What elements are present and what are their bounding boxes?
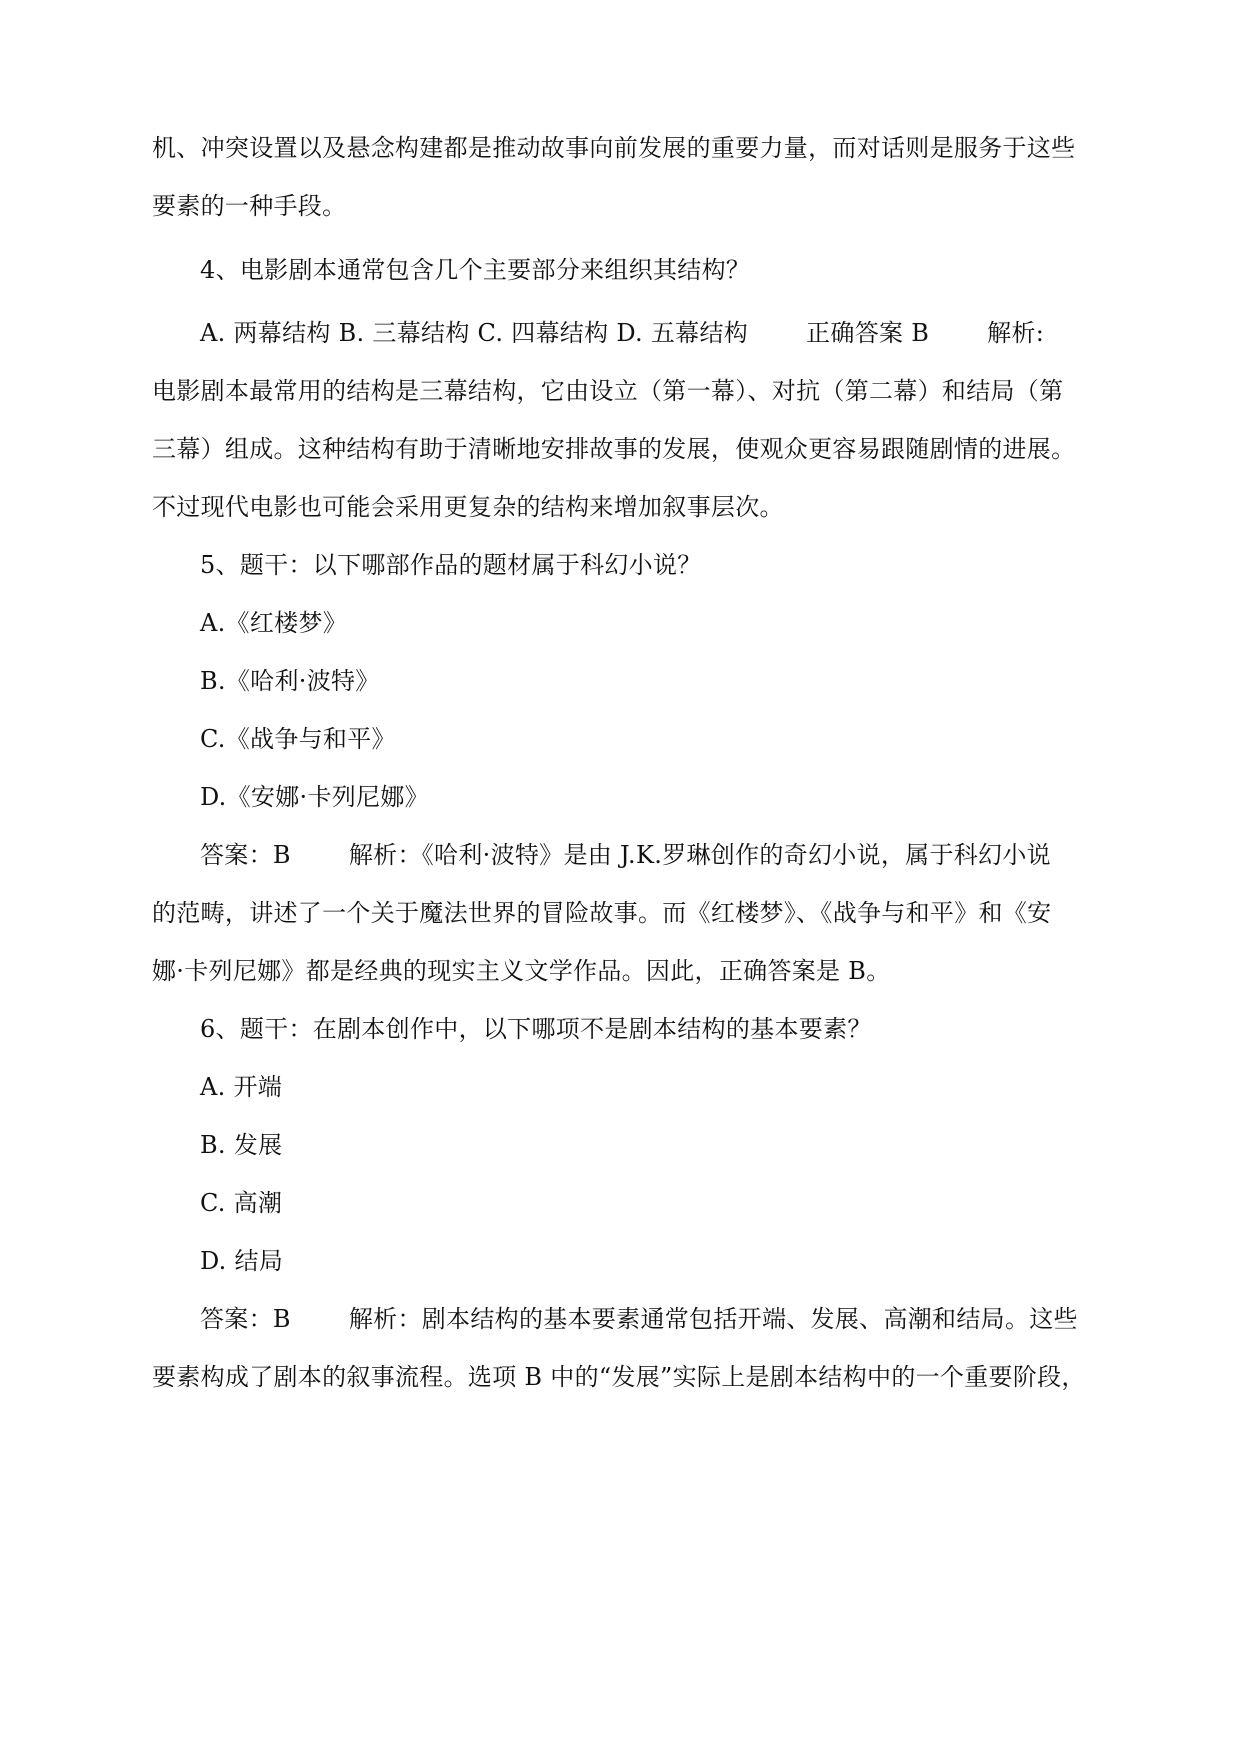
option-d: D. 结局	[200, 1247, 284, 1275]
option-c: C. 高潮	[200, 1189, 283, 1217]
answer-row	[200, 1304, 1078, 1334]
analysis-line: 的范畴，讲述了一个关于魔法世界的冒险故事。而《红楼梦》、《战争与和平》和《安	[152, 899, 1052, 927]
answer-text: 答案：B	[200, 1305, 291, 1333]
answer-text: 正确答案 B	[806, 319, 930, 347]
option-b: B. 发展	[200, 1131, 283, 1159]
answer-text: 答案：B	[200, 841, 291, 869]
option-a: A. 开端	[200, 1073, 283, 1101]
analysis-line: 娜·卡列尼娜》都是经典的现实主义文学作品。因此，正确答案是 B。	[152, 957, 891, 985]
analysis-line: 不过现代电影也可能会采用更复杂的结构来增加叙事层次。	[152, 493, 784, 521]
analysis-line: 电影剧本最常用的结构是三幕结构，它由设立（第一幕）、对抗（第二幕）和结局（第	[152, 377, 1064, 405]
answer-row	[200, 840, 1051, 870]
question-stem: 4、电影剧本通常包含几个主要部分来组织其结构？	[200, 256, 751, 284]
paragraph-line: 机、冲突设置以及悬念构建都是推动故事向前发展的重要力量，而对话则是服务于这些	[152, 134, 1076, 162]
question-options: A. 两幕结构 B. 三幕结构 C. 四幕结构 D. 五幕结构	[200, 319, 749, 347]
option-a: A.《红楼梦》	[200, 609, 348, 637]
question-options-row	[200, 318, 1044, 348]
option-c: C.《战争与和平》	[200, 725, 396, 753]
paragraph-line: 要素的一种手段。	[152, 192, 347, 220]
analysis-text: 解析：《哈利·波特》是由 J.K.罗琳创作的奇幻小说，属于科幻小说	[348, 841, 1051, 869]
analysis-line: 要素构成了剧本的叙事流程。选项 B 中的“发展”实际上是剧本结构中的一个重要阶段，	[152, 1363, 1086, 1391]
question-stem: 6、题干：在剧本创作中，以下哪项不是剧本结构的基本要素？	[200, 1015, 872, 1043]
analysis-text: 解析：剧本结构的基本要素通常包括开端、发展、高潮和结局。这些	[348, 1305, 1078, 1333]
analysis-label: 解析:	[987, 319, 1045, 347]
option-b: B.《哈利·波特》	[200, 667, 380, 695]
analysis-line: 三幕）组成。这种结构有助于清晰地安排故事的发展，使观众更容易跟随剧情的进展。	[152, 435, 1076, 463]
option-d: D.《安娜·卡列尼娜》	[200, 783, 429, 811]
question-stem: 5、题干：以下哪部作品的题材属于科幻小说？	[200, 551, 702, 579]
